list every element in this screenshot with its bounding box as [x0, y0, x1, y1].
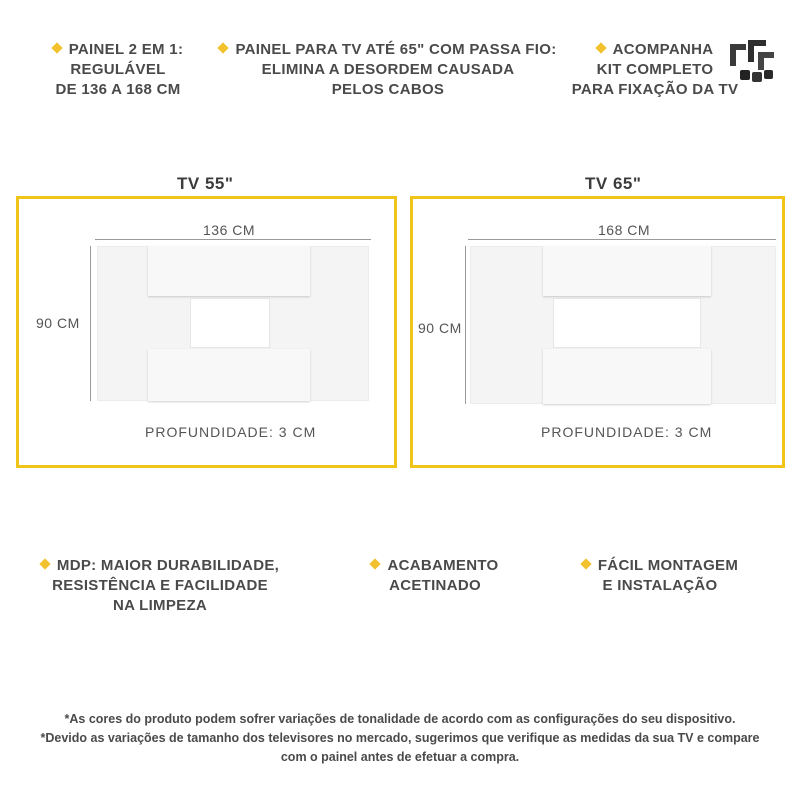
feature-panel-2in1: PAINEL 2 EM 1: REGULÁVEL DE 136 A 168 CM	[28, 40, 208, 100]
disclaimer: *As cores do produto podem sofrer variações de tonalidade de acordo com as configurações do seu dispositivo. *Devido as variações de tamanho dos televisores no mercado, sugerimos que verifique as medidas da sua TV e compare com o painel antes de efetuar a compra.	[40, 712, 760, 764]
diamond-bullet-icon	[39, 558, 50, 569]
tv55-width-label: 136 CM	[203, 222, 256, 238]
feature-mdp: MDP: MAIOR DURABILIDADE, RESISTÊNCIA E FACILIDADE NA LIMPEZA	[30, 556, 290, 616]
tv55-height-line	[90, 246, 91, 401]
tv65-depth-label: PROFUNDIDADE: 3 CM	[541, 424, 713, 440]
tv65-upper-shelf	[543, 246, 711, 296]
tv55-height-label: 90 CM	[36, 315, 80, 331]
tv55-lower-shelf	[148, 349, 310, 401]
tv65-width-label: 168 CM	[598, 222, 651, 238]
tv55-upper-shelf	[148, 246, 310, 296]
tv65-width-line	[468, 239, 776, 240]
diamond-bullet-icon	[370, 558, 381, 569]
tv65-height-line	[465, 246, 466, 404]
feature-mounting-kit: ACOMPANHA KIT COMPLETO PARA FIXAÇÃO DA TV	[571, 41, 739, 98]
feature-satin-finish: ACABAMENTO ACETINADO	[355, 556, 515, 596]
tv55-cable-opening	[190, 298, 270, 348]
feature-easy-install: FÁCIL MONTAGEM E INSTALAÇÃO	[570, 556, 750, 596]
tv65-title: TV 65"	[585, 174, 642, 193]
diamond-bullet-icon	[595, 42, 606, 53]
diamond-bullet-icon	[218, 42, 229, 53]
diamond-bullet-icon	[51, 42, 62, 53]
feature-cable-pass: PAINEL PARA TV ATÉ 65" COM PASSA FIO: ELIMINA A DESORDEM CAUSADA PELOS CABOS	[218, 40, 558, 100]
tv65-lower-shelf	[543, 349, 711, 404]
mounting-kit-icon	[722, 30, 780, 86]
tv55-title: TV 55"	[177, 174, 234, 193]
tv55-width-line	[95, 239, 371, 240]
tv65-height-label: 90 CM	[418, 320, 462, 336]
tv55-depth-label: PROFUNDIDADE: 3 CM	[145, 424, 317, 440]
diamond-bullet-icon	[580, 558, 591, 569]
tv65-cable-opening	[553, 298, 701, 348]
